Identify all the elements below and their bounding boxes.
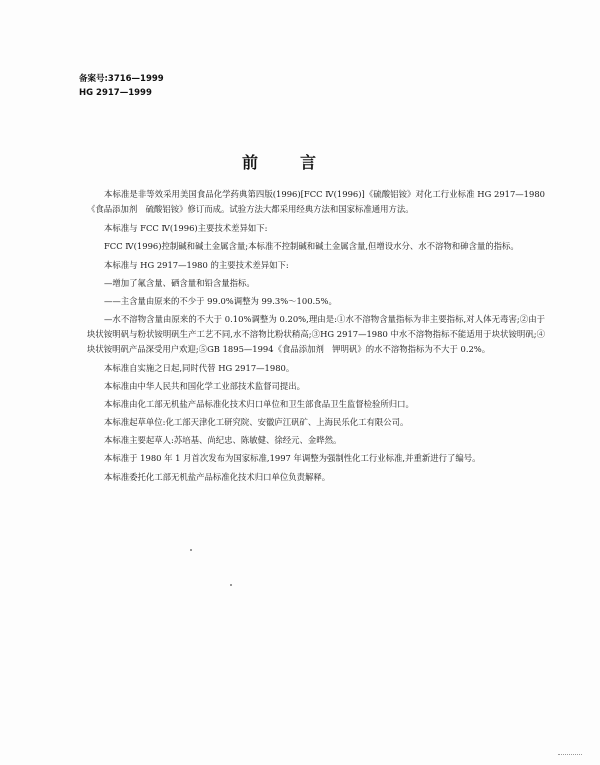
paragraph-drafters: 本标准主要起草人:苏培基、尚纪忠、陈敏健、徐经元、金晔然。 (104, 435, 342, 445)
foreword-body (87, 187, 545, 489)
paragraph-interpretation: 本标准委托化工部无机盐产品标准化技术归口单位负责解释。 (104, 472, 331, 482)
paragraph-history: 本标准于 1980 年 1 月首次发布为国家标准,1997 年调整为强制性化工行业标准,并重新进行了编号。 (104, 453, 481, 463)
standard-header (79, 72, 164, 100)
paragraph-hg-differences-intro: 本标准与 HG 2917—1980 的主要技术差异如下: (104, 260, 289, 270)
list-item-main-content: ——主含量由原来的不少于 99.0%调整为 99.3%～100.5%。 (104, 296, 337, 306)
list-item-insoluble-matter: —水不溶物含量由原来的不大于 0.10%调整为 0.20%,理由是:①水不溶物含量指标为非主要指标,对人体无毒害;②由于块状铵明矾与粉状铵明矾生产工艺不同,水不溶物比粉状稍高;③HG 2917—1980 中水不溶物指标不能适用于块状铵明矾;④块状铵明矾产品深受用户欢迎;⑤GB 1895—1994《食品添加剂 钾明矾》的水不溶物指标为不大于 0.2%。 (87, 314, 545, 354)
paragraph-administrator: 本标准由化工部无机盐产品标准化技术归口单位和卫生部食品卫生监督检验所归口。 (104, 399, 414, 409)
standard-code: HG 2917—1999 (79, 88, 152, 98)
page-title: 前言 (241, 153, 358, 172)
record-number: 备案号:3716—1999 (79, 74, 164, 84)
scan-speck (190, 549, 192, 551)
paragraph-fcc-differences: FCC Ⅳ(1996)控制碱和碱土金属含量;本标准不控制碱和碱土金属含量,但增设水分、水不溶物和砷含量的指标。 (104, 241, 519, 251)
scan-edge-mark (558, 754, 582, 759)
scan-speck (230, 584, 232, 586)
paragraph-adoption: 本标准是非等效采用美国食品化学药典第四版(1996)[FCC Ⅳ(1996)]《硫酸铝铵》对化工行业标准 HG 2917—1980《食品添加剂 硫酸铝铵》修订而成。试验方法大都采用经典方法和国家标准通用方法。 (87, 189, 545, 214)
paragraph-replacement: 本标准自实施之日起,同时代替 HG 2917—1980。 (104, 363, 295, 373)
paragraph-fcc-differences-intro: 本标准与 FCC Ⅳ(1996)主要技术差异如下: (104, 223, 268, 233)
list-item-new-indicators: —增加了氟含量、硒含量和铅含量指标。 (104, 278, 255, 288)
paragraph-drafting-units: 本标准起草单位:化工部天津化工研究院、安徽庐江矾矿、上海民乐化工有限公司。 (104, 417, 409, 427)
paragraph-proposer: 本标准由中华人民共和国化学工业部技术监督司提出。 (104, 381, 305, 391)
